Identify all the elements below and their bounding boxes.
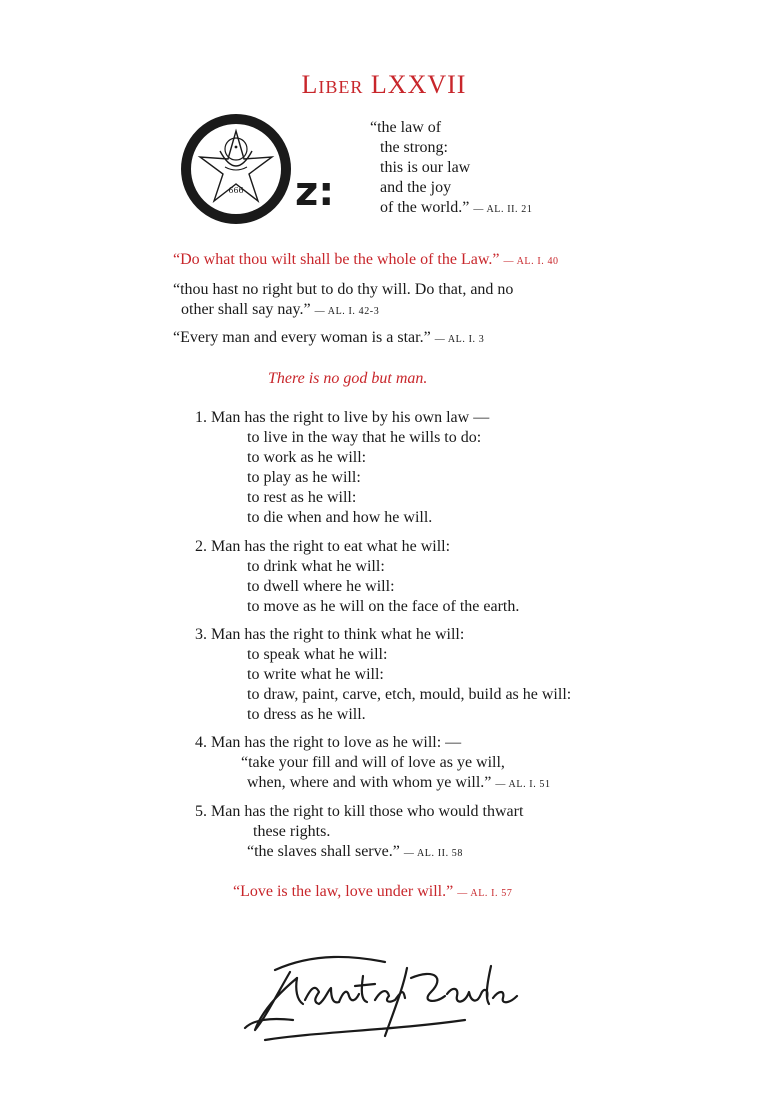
quote-right-ref: — AL. I. 42-3 xyxy=(314,306,380,317)
article-5 xyxy=(195,802,523,864)
quote-star xyxy=(173,328,484,350)
page-title: Liber LXXVII xyxy=(301,70,467,99)
article-line-text: when, where and with whom ye will.” xyxy=(247,774,492,791)
article-line: to rest as he will: xyxy=(247,489,357,506)
article-line: to draw, paint, carve, etch, mould, build as he will: xyxy=(247,686,572,703)
oz-quote-text: of the world.” xyxy=(380,199,470,216)
article-line: “take your fill and will of love as ye will, xyxy=(241,754,505,771)
quote-star-ref: — AL. I. 3 xyxy=(434,334,485,345)
quote-will-text: “Do what thou wilt shall be the whole of the Law.” xyxy=(173,251,500,268)
article-line: these rights. xyxy=(253,823,331,840)
article-line: to write what he will: xyxy=(247,666,384,683)
emblem-number: 666 xyxy=(228,186,244,195)
oz-quote-line: and the joy xyxy=(380,179,452,196)
article-head: 5. Man has the right to kill those who would thwart xyxy=(195,803,524,820)
oz-quote xyxy=(370,118,532,220)
quote-right-line1: “thou hast no right but to do thy will. Do that, and no xyxy=(173,281,514,298)
article-line: to die when and how he will. xyxy=(247,509,433,526)
quote-will xyxy=(173,250,559,272)
quote-will-ref: — AL. I. 40 xyxy=(503,256,559,267)
quote-right-text: other shall say nay.” xyxy=(181,301,311,318)
article-head: 4. Man has the right to love as he will: — xyxy=(195,734,462,751)
article-line xyxy=(195,773,551,795)
closing-quote xyxy=(233,882,512,904)
article-3 xyxy=(195,625,571,725)
closing-quote-text: “Love is the law, love under will.” xyxy=(233,883,454,900)
article-head: 1. Man has the right to live by his own law — xyxy=(195,409,490,426)
oz-quote-line xyxy=(370,198,532,220)
article-line: to dress as he will. xyxy=(247,706,366,723)
article-line: to live in the way that he wills to do: xyxy=(247,429,482,446)
article-1 xyxy=(195,408,489,528)
oz-quote-line: the strong: xyxy=(380,139,448,156)
article-2 xyxy=(195,537,519,617)
quote-right xyxy=(173,280,513,322)
signature-icon xyxy=(235,948,535,1048)
oz-letter: z: xyxy=(295,169,335,215)
oz-quote-line: this is our law xyxy=(380,159,471,176)
closing-quote-ref: — AL. I. 57 xyxy=(457,888,513,899)
article-line: to drink what he will: xyxy=(247,558,385,575)
article-line-text: “the slaves shall serve.” xyxy=(247,843,400,860)
article-line: to work as he will: xyxy=(247,449,367,466)
oz-quote-line: “the law of xyxy=(370,119,442,136)
tagline: There is no god but man. xyxy=(268,370,428,387)
oz-quote-ref: — AL. II. 21 xyxy=(473,204,533,215)
article-line: to dwell where he will: xyxy=(247,578,395,595)
article-head: 2. Man has the right to eat what he will: xyxy=(195,538,451,555)
oz-emblem-icon xyxy=(180,113,292,225)
article-ref: — AL. II. 58 xyxy=(403,848,463,859)
article-ref: — AL. I. 51 xyxy=(495,779,551,790)
article-line: to move as he will on the face of the earth. xyxy=(247,598,520,615)
quote-star-text: “Every man and every woman is a star.” xyxy=(173,329,431,346)
article-4 xyxy=(195,733,551,795)
article-line: to play as he will: xyxy=(247,469,361,486)
quote-right-line2 xyxy=(173,300,513,322)
article-line: to speak what he will: xyxy=(247,646,388,663)
article-head: 3. Man has the right to think what he will: xyxy=(195,626,465,643)
article-line xyxy=(195,842,523,864)
